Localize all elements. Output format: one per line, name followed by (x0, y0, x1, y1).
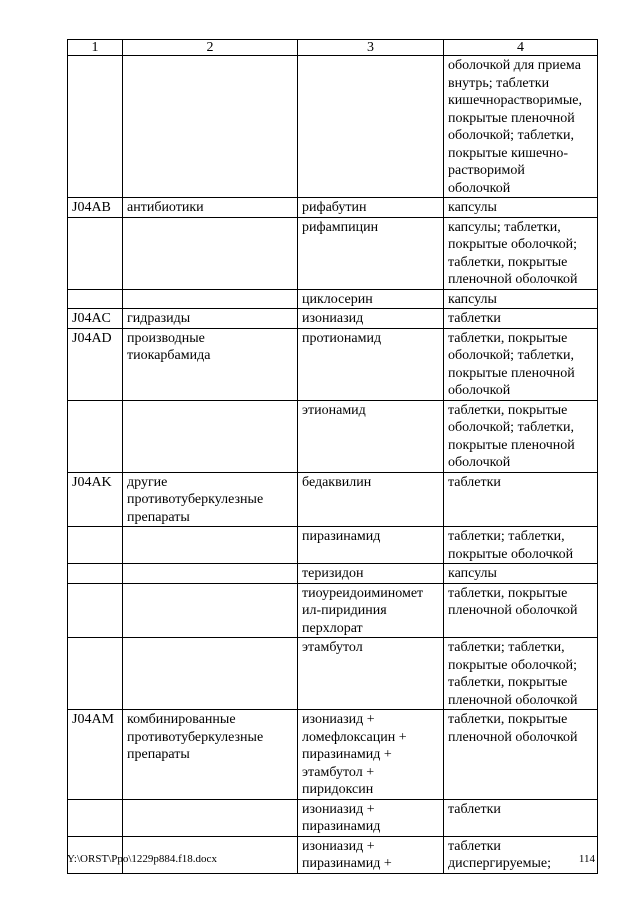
cell-text: J04AK (72, 474, 112, 490)
group-name-cell (123, 564, 298, 584)
cell-text: таблетки, покрытые пленочной оболочкой (448, 585, 578, 618)
drug-name-cell (298, 289, 444, 309)
table-row (68, 289, 598, 309)
drug-name-cell (298, 638, 444, 710)
drug-name-cell (298, 56, 444, 198)
table-row (68, 400, 598, 472)
cell-text: таблетки; таблетки, покрытые оболочкой; таблетки, покрытые пленочной оболочкой (448, 640, 578, 708)
atc-code-cell (68, 564, 123, 584)
table-row (68, 638, 598, 710)
dosage-form-cell (444, 289, 598, 309)
cell-text: теризидон (302, 566, 364, 581)
drug-name-cell (298, 309, 444, 329)
drug-name-cell (298, 198, 444, 218)
atc-code-cell (68, 527, 123, 564)
drug-name-cell (298, 799, 444, 836)
cell-text: таблетки (448, 801, 501, 817)
cell-text: таблетки (448, 474, 501, 490)
group-name-cell (123, 472, 298, 527)
cell-text: таблетки диспергируемые; (448, 838, 551, 871)
table-row (68, 217, 598, 289)
cell-text: производные тиокарбамида (127, 330, 211, 363)
drug-name-cell (298, 564, 444, 584)
dosage-form-cell (444, 527, 598, 564)
group-name-cell (123, 198, 298, 218)
cell-text: таблетки; таблетки, покрытые оболочкой (448, 529, 574, 562)
atc-code-cell (68, 217, 123, 289)
dosage-form-cell (444, 217, 598, 289)
cell-text: J04AC (72, 311, 111, 326)
table-header-row (68, 40, 598, 56)
drug-name-cell (298, 527, 444, 564)
cell-text: этионамид (302, 402, 366, 418)
table-row (68, 56, 598, 198)
cell-text: комбинированные противотуберкулезные препараты (127, 712, 264, 762)
dosage-form-cell (444, 400, 598, 472)
cell-text: таблетки, покрытые оболочкой; таблетки, покрытые пленочной оболочкой (448, 330, 575, 398)
cell-text: пиразинамид (302, 529, 381, 544)
dosage-form-cell (444, 710, 598, 800)
cell-text: таблетки, покрытые оболочкой; таблетки, покрытые пленочной оболочкой (448, 402, 575, 470)
atc-code-cell (68, 309, 123, 329)
table-row (68, 710, 598, 800)
atc-code-cell (68, 638, 123, 710)
cell-text: протионамид (302, 330, 382, 346)
group-name-cell (123, 400, 298, 472)
cell-text: рифабутин (302, 200, 367, 215)
cell-text: изониазид + пиразинамид + (302, 838, 392, 871)
atc-code-cell (68, 56, 123, 198)
table-row (68, 527, 598, 564)
table-row (68, 799, 598, 836)
table-row (68, 198, 598, 218)
atc-code-cell (68, 472, 123, 527)
column-header-3: 3 (298, 40, 444, 56)
cell-text: оболочкой для приема внутрь; таблетки кишечнорастворимые, покрытые пленочной оболочкой; таблетки, покрытые кишечно- растворимой оболочкой (448, 58, 583, 196)
cell-text: этамбутол (302, 640, 363, 655)
cell-text: таблетки, покрытые пленочной оболочкой (448, 712, 578, 745)
table-row (68, 583, 598, 638)
cell-text: J04AM (72, 712, 115, 727)
drug-table (67, 39, 598, 874)
drug-name-cell (298, 328, 444, 400)
table-row (68, 309, 598, 329)
cell-text: капсулы; таблетки, покрытые оболочкой; таблетки, покрытые пленочной оболочкой (448, 219, 578, 287)
cell-text: капсулы (448, 200, 497, 215)
column-header-2: 2 (123, 40, 298, 56)
cell-text: циклосерин (302, 291, 373, 307)
group-name-cell (123, 799, 298, 836)
group-name-cell (123, 638, 298, 710)
cell-text: изониазид + ломефлоксацин + пиразинамид + этамбутол + пиридоксин (302, 712, 407, 797)
drug-name-cell (298, 472, 444, 527)
drug-name-cell (298, 710, 444, 800)
atc-code-cell (68, 289, 123, 309)
cell-text: рифампицин (302, 219, 379, 235)
group-name-cell (123, 710, 298, 800)
group-name-cell (123, 289, 298, 309)
cell-text: J04AD (72, 330, 112, 346)
dosage-form-cell (444, 638, 598, 710)
cell-text: гидразиды (127, 311, 191, 326)
atc-code-cell (68, 198, 123, 218)
group-name-cell (123, 328, 298, 400)
dosage-form-cell (444, 309, 598, 329)
drug-name-cell (298, 836, 444, 873)
dosage-form-cell (444, 564, 598, 584)
column-header-1: 1 (68, 40, 123, 56)
atc-code-cell (68, 400, 123, 472)
cell-text: J04AB (72, 200, 111, 215)
column-header-4: 4 (444, 40, 598, 56)
dosage-form-cell (444, 472, 598, 527)
atc-code-cell (68, 799, 123, 836)
cell-text: таблетки (448, 311, 501, 326)
dosage-form-cell (444, 328, 598, 400)
atc-code-cell (68, 583, 123, 638)
dosage-form-cell (444, 583, 598, 638)
dosage-form-cell (444, 198, 598, 218)
cell-text: другие противотуберкулезные препараты (127, 474, 264, 525)
group-name-cell (123, 56, 298, 198)
table-row (68, 472, 598, 527)
cell-text: бедаквилин (302, 474, 372, 490)
dosage-form-cell (444, 799, 598, 836)
atc-code-cell (68, 328, 123, 400)
dosage-form-cell (444, 56, 598, 198)
group-name-cell (123, 527, 298, 564)
cell-text: капсулы (448, 291, 497, 307)
cell-text: тиоуреидоиминомет ил-пиридиния перхлорат (302, 585, 424, 636)
table-row (68, 564, 598, 584)
dosage-form-cell (444, 836, 598, 873)
drug-name-cell (298, 400, 444, 472)
drug-name-cell (298, 217, 444, 289)
page-number: 114 (578, 853, 595, 865)
group-name-cell (123, 217, 298, 289)
drug-name-cell (298, 583, 444, 638)
cell-text: капсулы (448, 566, 497, 581)
cell-text: изониазид + пиразинамид (302, 801, 381, 834)
group-name-cell (123, 309, 298, 329)
atc-code-cell (68, 710, 123, 800)
cell-text: изониазид (302, 311, 364, 326)
table-body (68, 56, 598, 874)
table-row (68, 328, 598, 400)
footer-file-path: Y:\ORST\Ppo\1229p884.f18.docx (67, 853, 217, 865)
cell-text: антибиотики (127, 200, 204, 215)
group-name-cell (123, 583, 298, 638)
